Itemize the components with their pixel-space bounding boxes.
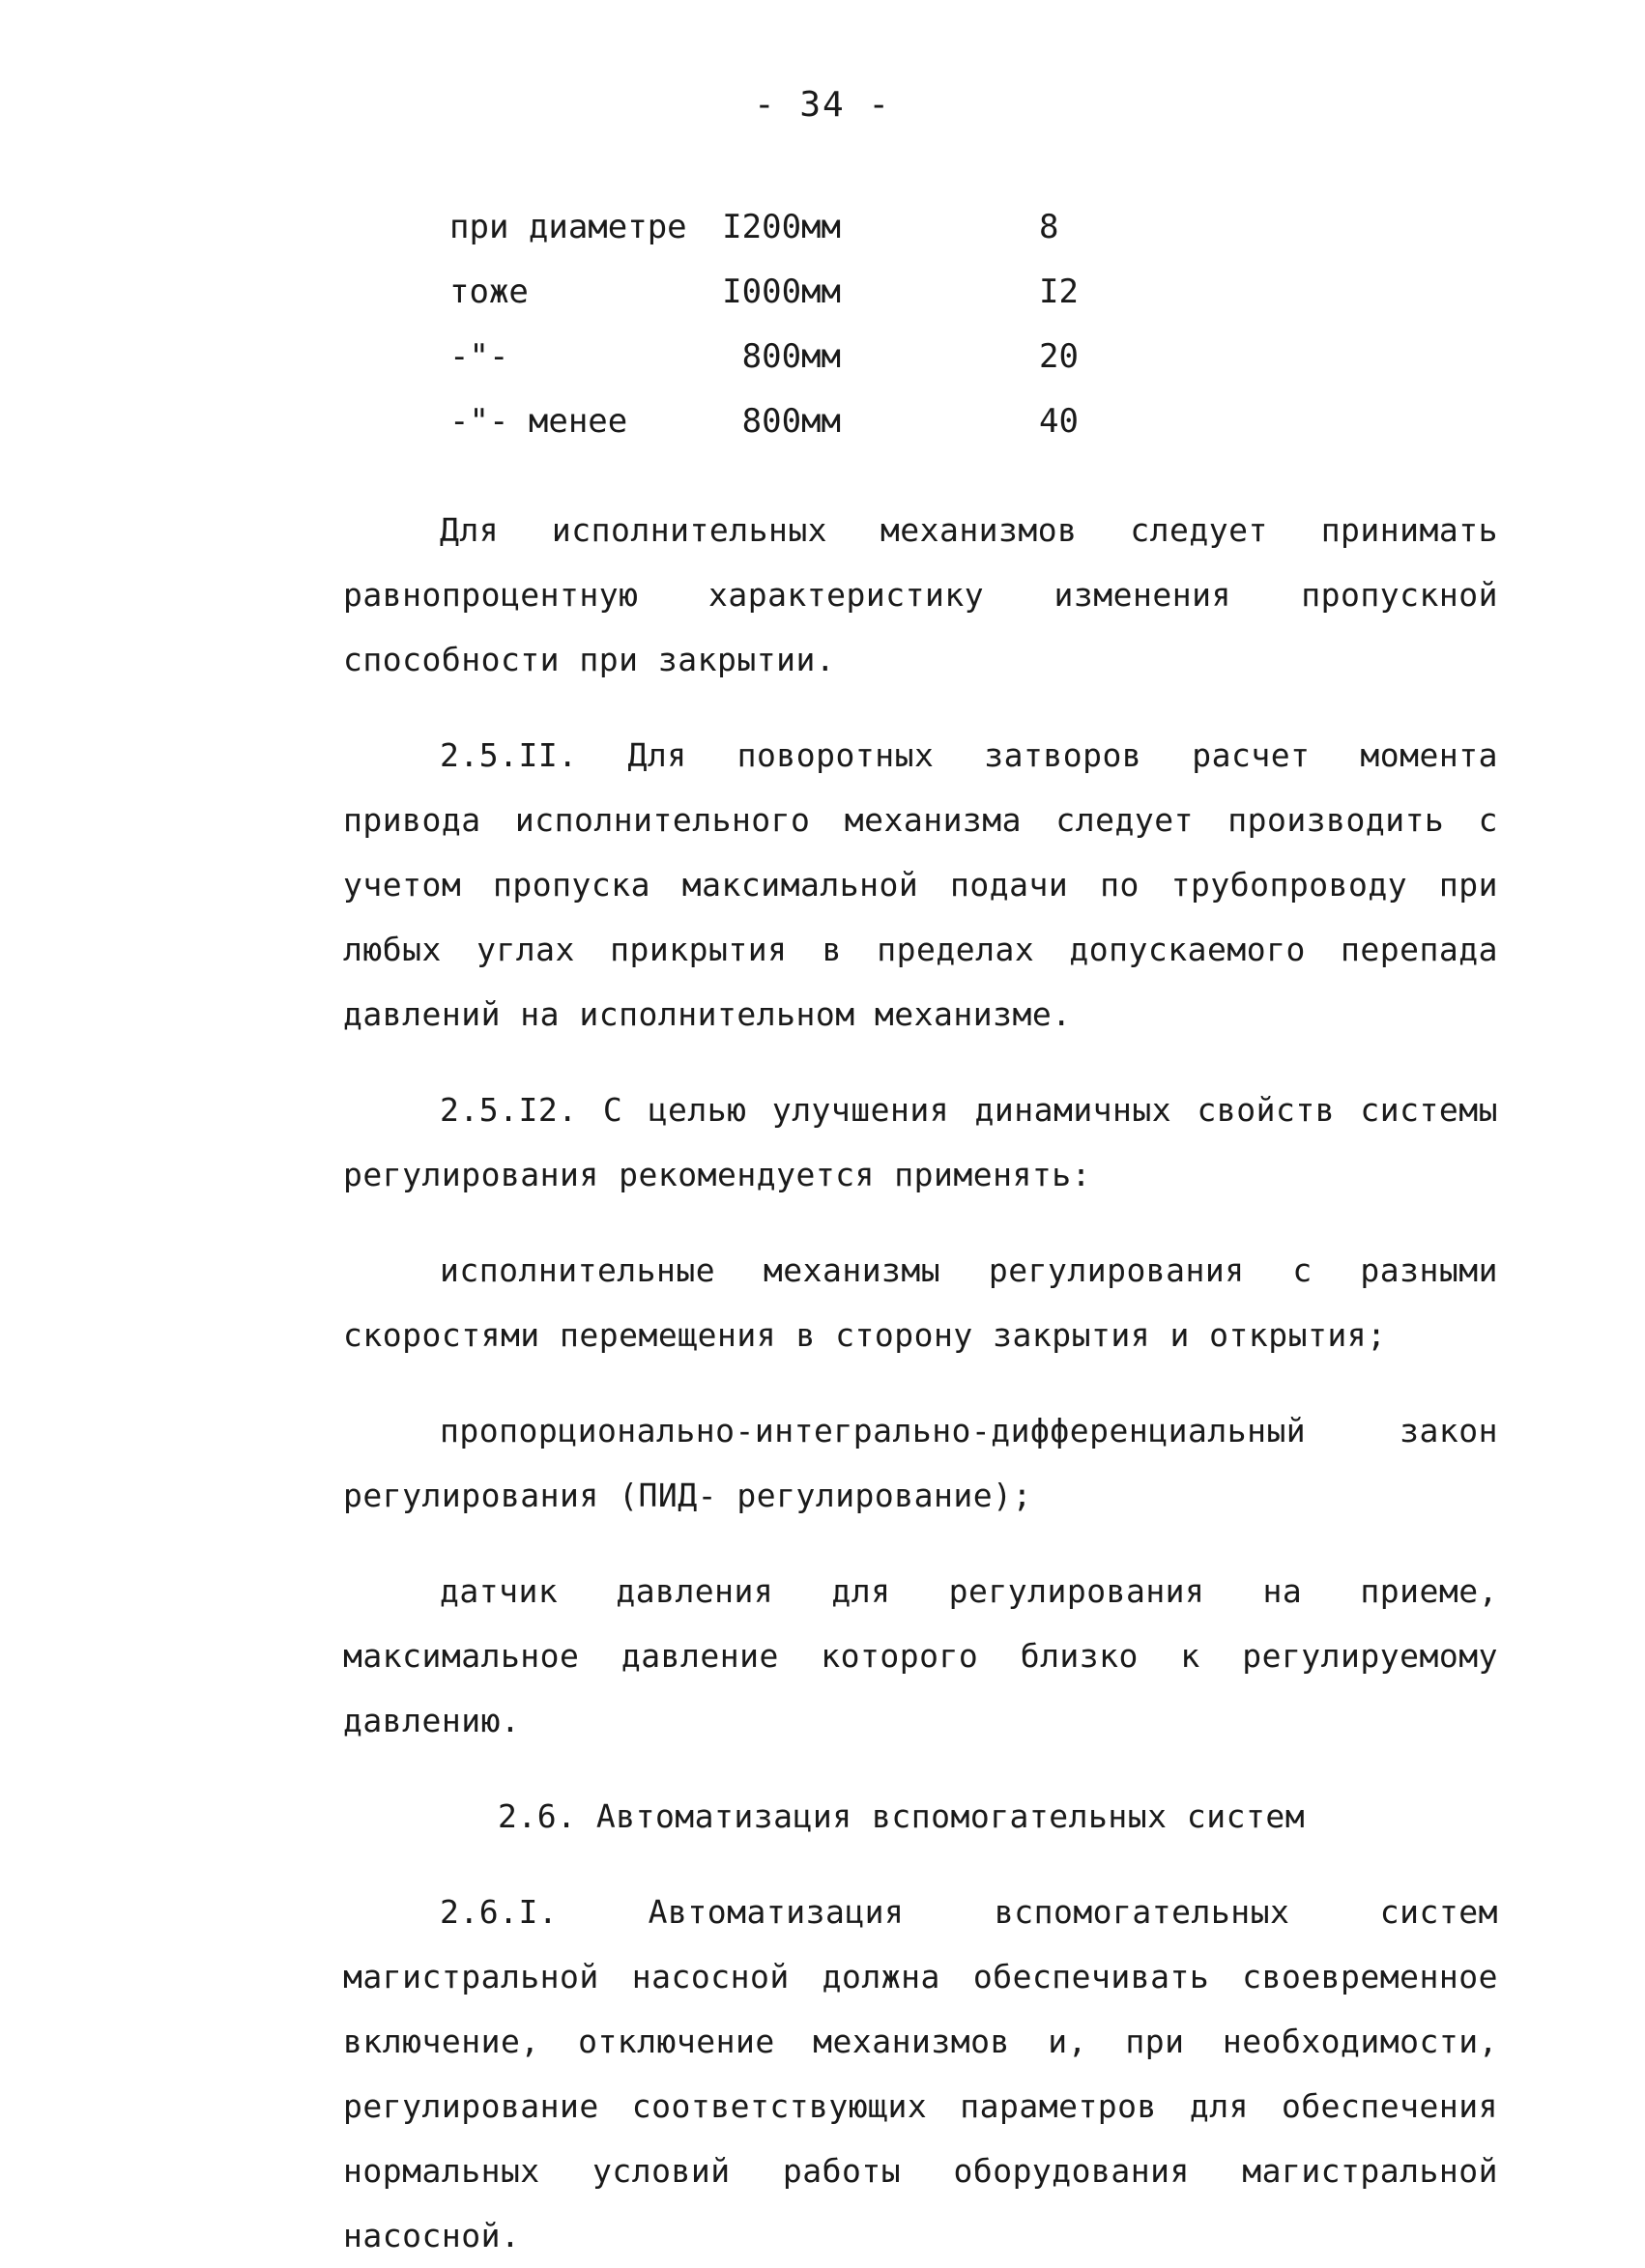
table-row [449,208,1126,273]
row-diameter: I000мм [722,273,841,311]
row-diameter: 800мм [741,402,841,441]
row-label: тоже [449,273,529,311]
paragraph-2-5-11: 2.5.II. Для поворотных затворов расчет момента привода исполнительного механизма следует производить с учетом пропуска максимальной подачи по трубопроводу при любых углах прикрытия в пределах допускаемого перепада давлений на исполнительном механизме. [343,736,1498,1033]
body-text [343,498,1498,2268]
row-value: 40 [1039,402,1079,441]
list-item-actuators: исполнительные механизмы регулирования с разными скоростями перемещения в сторону закрытия и открытия; [343,1251,1498,1354]
table-row [449,337,1126,402]
page-number: - 34 - [753,85,892,125]
row-label: -"- [449,337,509,376]
table-row [449,273,1126,337]
row-diameter: I200мм [722,208,841,246]
paragraph-characteristic: Для исполнительных механизмов следует принимать равнопроцентную характеристику изменения пропускной способности при закрытии. [343,511,1498,678]
diameter-table [449,208,1126,467]
paragraph-2-5-12: 2.5.I2. С целью улучшения динамичных свойств системы регулирования рекомендуется применять: [343,1091,1498,1193]
row-label: -"- менее [449,402,628,441]
section-heading-2-6: 2.6. Автоматизация вспомогательных систем [498,1797,1306,1835]
table-row [449,402,1126,467]
row-value: 8 [1039,208,1059,246]
row-value: I2 [1039,273,1079,311]
row-label: при диаметре [449,208,687,246]
list-item-pid: пропорционально-интегрально-дифференциальный закон регулирования (ПИД- регулирование); [343,1412,1498,1514]
list-item-pressure-sensor: датчик давления для регулирования на приеме, максимальное давление которого близко к регулируемому давлению. [343,1572,1498,1739]
row-diameter: 800мм [741,337,841,376]
row-value: 20 [1039,337,1079,376]
paragraph-2-6-1: 2.6.I. Автоматизация вспомогательных систем магистральной насосной должна обеспечивать своевременное включение, отключение механизмов и, при необходимости, регулирование соответствующих параметров для обеспечения нормальных условий работы оборудования магистральной насосной. [343,1893,1498,2254]
